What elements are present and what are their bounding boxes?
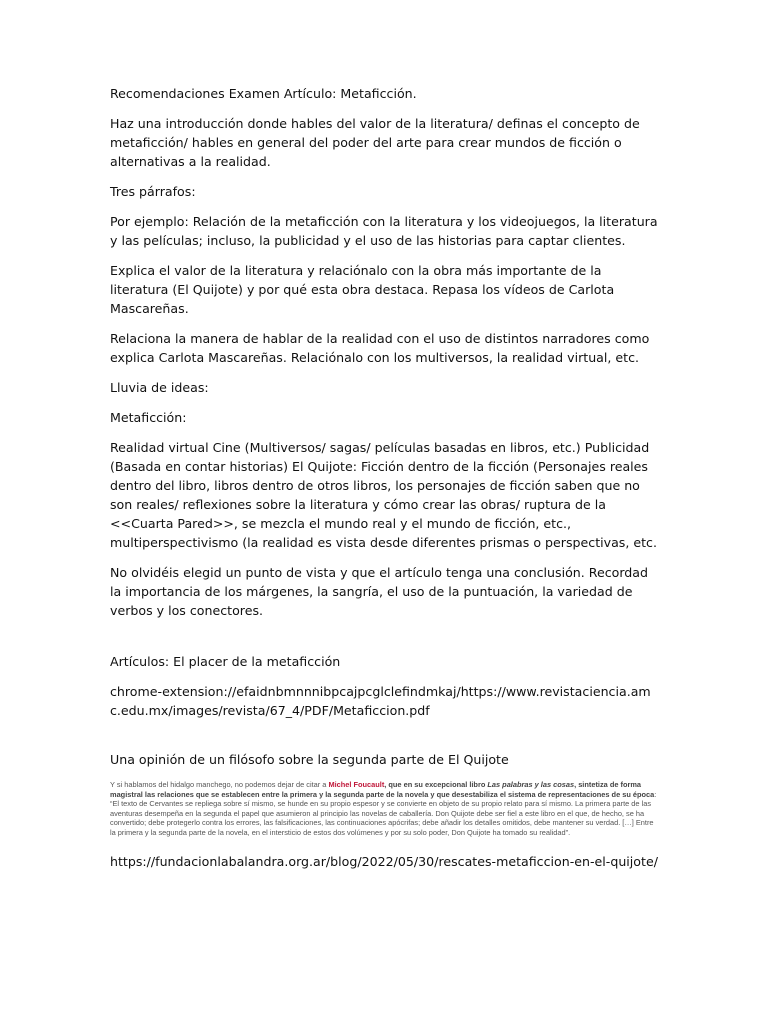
quote-text-3: , sintetiza de forma magistral las relaciones que se establecen entre la primera y la segunda parte de la novela y que desestabiliza el sistema de representaciones de su época <box>110 780 655 799</box>
document-heading: Recomendaciones Examen Artículo: Metaficción. <box>110 86 417 101</box>
quote-text-1: Y si hablamos del hidalgo manchego, no podemos dejar de citar a <box>110 780 329 789</box>
opinion-heading: Una opinión de un filósofo sobre la segunda parte de El Quijote <box>110 752 509 767</box>
quote-book-title: Las palabras y las cosas <box>487 780 575 789</box>
explica-paragraph: Explica el valor de la literatura y relaciónalo con la obra más importante de la literatura (El Quijote) y por qué esta obra destaca. Repasa los vídeos de Carlota Mascareñas. <box>110 263 615 316</box>
ejemplo-paragraph: Por ejemplo: Relación de la metaficción con la literatura y los videojuegos, la literatura y las películas; incluso, la publicidad y el uso de las historias para captar clientes. <box>110 214 658 248</box>
article-link-2[interactable]: https://fundacionlabalandra.org.ar/blog/2022/05/30/rescates-metaficcion-en-el-quijote/ <box>110 853 658 869</box>
intro-paragraph: Haz una introducción donde hables del valor de la literatura/ definas el concepto de metaficción/ hables en general del poder del arte para crear mundos de ficción o alternativas a la realidad. <box>110 116 640 169</box>
tres-parrafos-label: Tres párrafos: <box>110 184 196 199</box>
article-link-1[interactable]: chrome-extension://efaidnbmnnnibpcajpcglclefindmkaj/https://www.revistaciencia.amc.edu.mx/images/revista/67_4/PDF/Metaficcion.pdf <box>110 684 651 718</box>
lluvia-label: Lluvia de ideas: <box>110 380 209 395</box>
no-olvideis-paragraph: No olvidéis elegid un punto de vista y que el artículo tenga una conclusión. Recordad la importancia de los márgenes, la sangría, el uso de la puntuación, la variedad de verbos y los conectores. <box>110 565 649 618</box>
document-page <box>110 84 658 882</box>
articulos-heading: Artículos: El placer de la metaficción <box>110 654 341 669</box>
quote-author-name: Michel Foucault <box>328 780 385 789</box>
quote-text-4: : “El texto de Cervantes se repliega sobre sí mismo, se hunde en su propio espesor y se convierte en objeto de su propio relato para sí mismo. La primera parte de las aventuras desempeña en la segunda el papel que asumieron al principio las novelas de caballería. Don Quijote debe ser fiel a este libro en el que, de hecho, se ha convertido; debe protegerlo contra los errores, las falsificaciones, las continuaciones apócrifas; debe añadir los detalles omitidos, debe mantener su verdad. […] Entre la primera y la segunda parte de la novela, en el intersticio de estos dos volúmenes y por su solo poder, Don Quijote ha tomado su realidad”. <box>110 789 657 837</box>
relaciona-paragraph: Relaciona la manera de hablar de la realidad con el uso de distintos narradores como explica Carlota Mascareñas. Relaciónalo con los multiversos, la realidad virtual, etc. <box>110 331 650 365</box>
metaficcion-label: Metaficción: <box>110 410 187 425</box>
foucault-quote <box>110 780 658 838</box>
quote-text-2: , que en su excepcional libro <box>384 780 488 789</box>
ideas-paragraph: Realidad virtual Cine (Multiversos/ sagas/ películas basadas en libros, etc.) Publicidad (Basada en contar historias) El Quijote: Ficción dentro de la ficción (Personajes reales dentro del libro, libros dentro de otros libros, los personajes de ficción saben que no son reales/ reflexiones sobre la literatura y cómo crear las obras/ ruptura de la <<Cuarta Pared>>, se mezcla el mundo real y el mundo de ficción, etc., multiperspectivismo (la realidad es vista desde diferentes prismas o perspectivas, etc. <box>110 440 657 550</box>
